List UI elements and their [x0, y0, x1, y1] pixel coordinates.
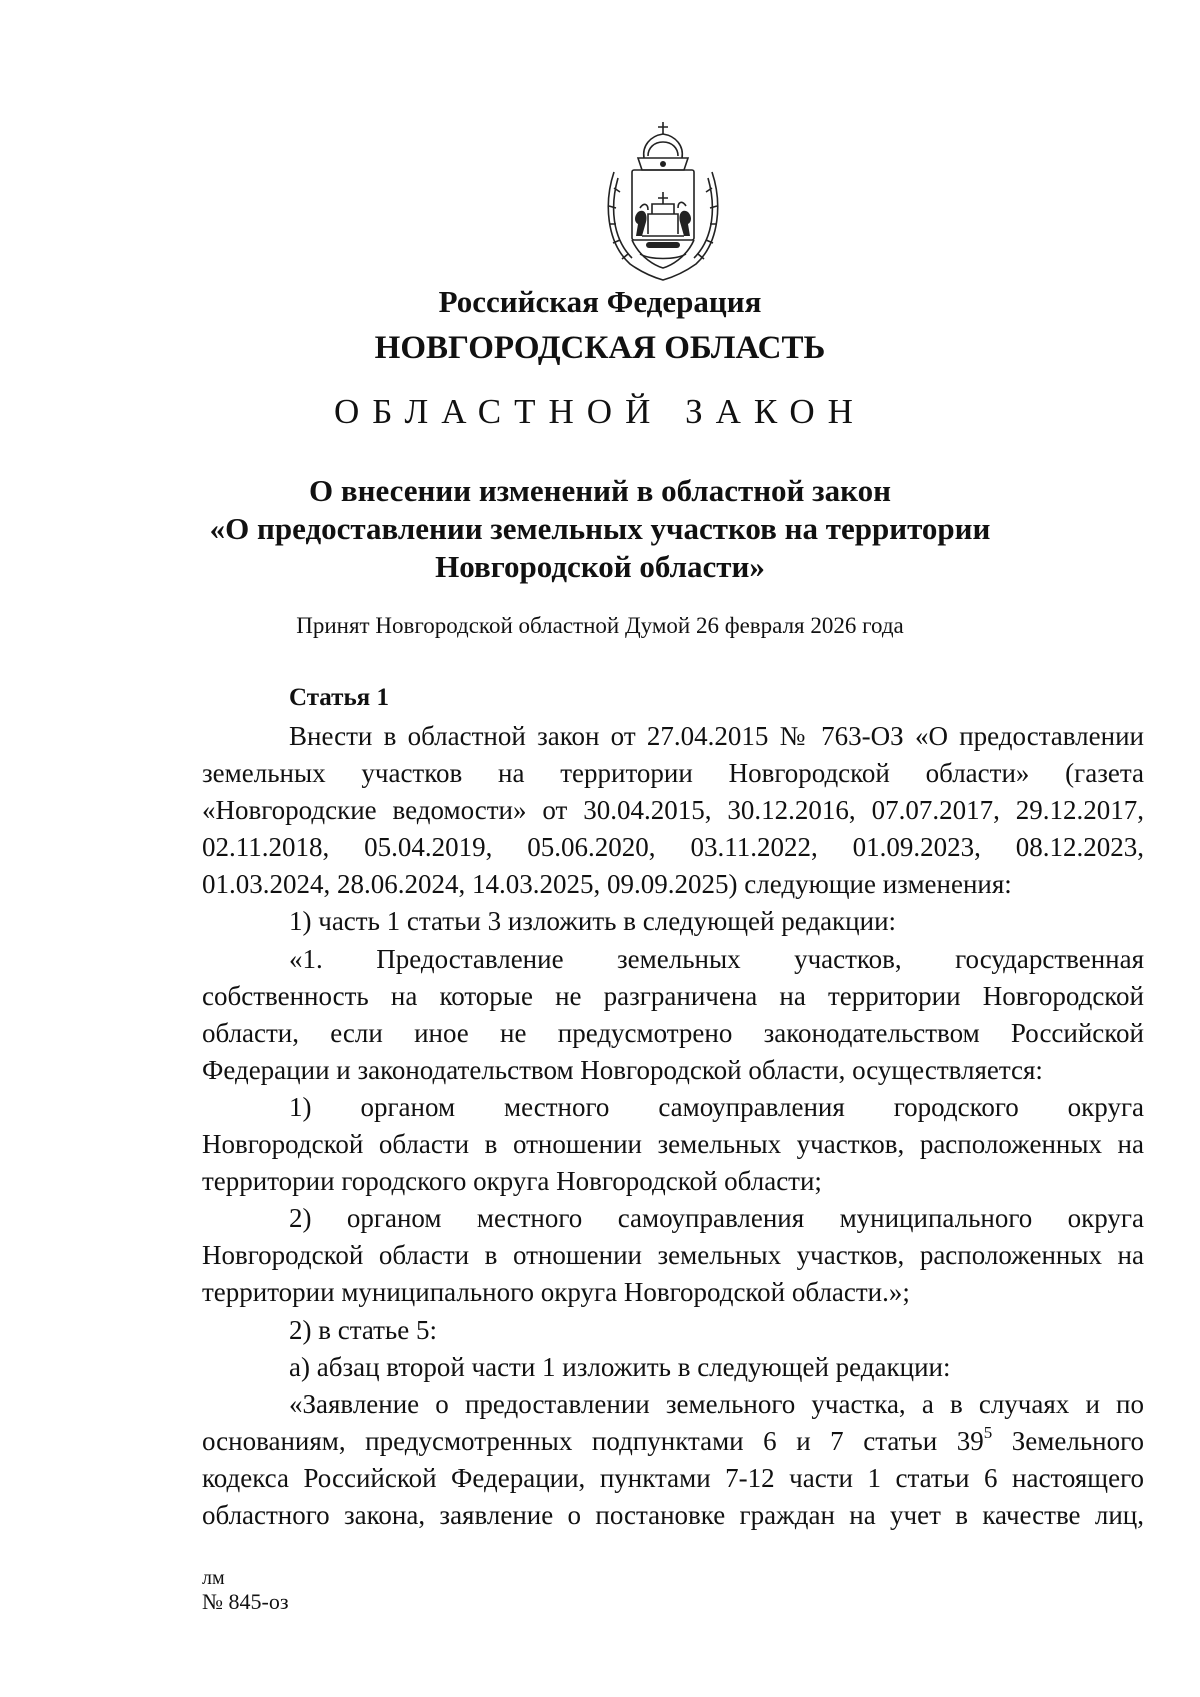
article-body — [202, 718, 1144, 1534]
article-heading: Статья 1 — [289, 684, 389, 711]
text-line: 02.11.2018, 05.04.2019, 05.06.2020, 03.11.2022, 01.09.2023, 08.12.2023, — [202, 832, 1144, 863]
text-line: территории городского округа Новгородской области; — [202, 1166, 822, 1197]
superscript: 5 — [983, 1422, 993, 1442]
adoption-note: Принят Новгородской областной Думой 26 февраля 2026 года — [296, 613, 904, 638]
text-line: 2) органом местного самоуправления муниципального округа — [289, 1203, 1144, 1234]
text-line: Федерации и законодательством Новгородской области, осуществляется: — [202, 1054, 1043, 1085]
text-run: Земельного — [992, 1425, 1144, 1456]
text-line: кодекса Российской Федерации, пунктами 7-12 части 1 статьи 6 настоящего — [202, 1462, 1144, 1493]
law-title-line: Новгородской области» — [435, 549, 765, 584]
text-line: Внести в областной закон от 27.04.2015 № 763-ОЗ «О предоставлении — [289, 721, 1144, 751]
federation-name: Российская Федерация — [438, 284, 762, 319]
text-line: 01.03.2024, 28.06.2024, 14.03.2025, 09.09.2025) следующие изменения: — [202, 869, 1012, 900]
text-line: областного закона, заявление о постановке граждан на учет в качестве лиц, — [202, 1499, 1144, 1530]
text-line: 1) органом местного самоуправления городского округа — [289, 1091, 1144, 1122]
coat-of-arms-icon — [600, 112, 726, 282]
text-line: территории муниципального округа Новгородской области.»; — [202, 1277, 910, 1308]
text-line: «Новгородские ведомости» от 30.04.2015, 30.12.2016, 07.07.2017, 29.12.2017, — [202, 795, 1144, 826]
text-line: 1) часть 1 статьи 3 изложить в следующей редакции: — [289, 906, 897, 937]
text-line: «Заявление о предоставлении земельного участка, а в случаях и по — [289, 1388, 1144, 1419]
law-title — [0, 472, 1200, 586]
text-line: области, если иное не предусмотрено законодательством Российской — [202, 1017, 1144, 1048]
text-line: Новгородской области в отношении земельных участков, расположенных на — [202, 1240, 1144, 1271]
text-line — [202, 1423, 1144, 1460]
text-line: «1. Предоставление земельных участков, государственная — [289, 943, 1144, 974]
law-number: № 845-оз — [202, 1589, 289, 1614]
text-line: Новгородской области в отношении земельных участков, расположенных на — [202, 1129, 1144, 1160]
footer — [202, 1566, 289, 1614]
document-type: ОБЛАСТНОЙ ЗАКОН — [334, 392, 866, 431]
text-line: а) абзац второй части 1 изложить в следующей редакции: — [289, 1351, 951, 1382]
text-line: 2) в статье 5: — [289, 1314, 437, 1345]
text-line: собственность на которые не разграничена на территории Новгородской — [202, 980, 1144, 1011]
executor-initials: лм — [202, 1567, 225, 1589]
text-run: основаниям, предусмотренных подпунктами 6 и 7 статьи 39 — [202, 1425, 984, 1456]
law-title-line: О внесении изменений в областной закон — [309, 473, 891, 508]
text-line: земельных участков на территории Новгородской области» (газета — [202, 758, 1144, 789]
law-title-line: «О предоставлении земельных участков на территории — [209, 511, 991, 546]
region-name: НОВГОРОДСКАЯ ОБЛАСТЬ — [374, 330, 826, 366]
